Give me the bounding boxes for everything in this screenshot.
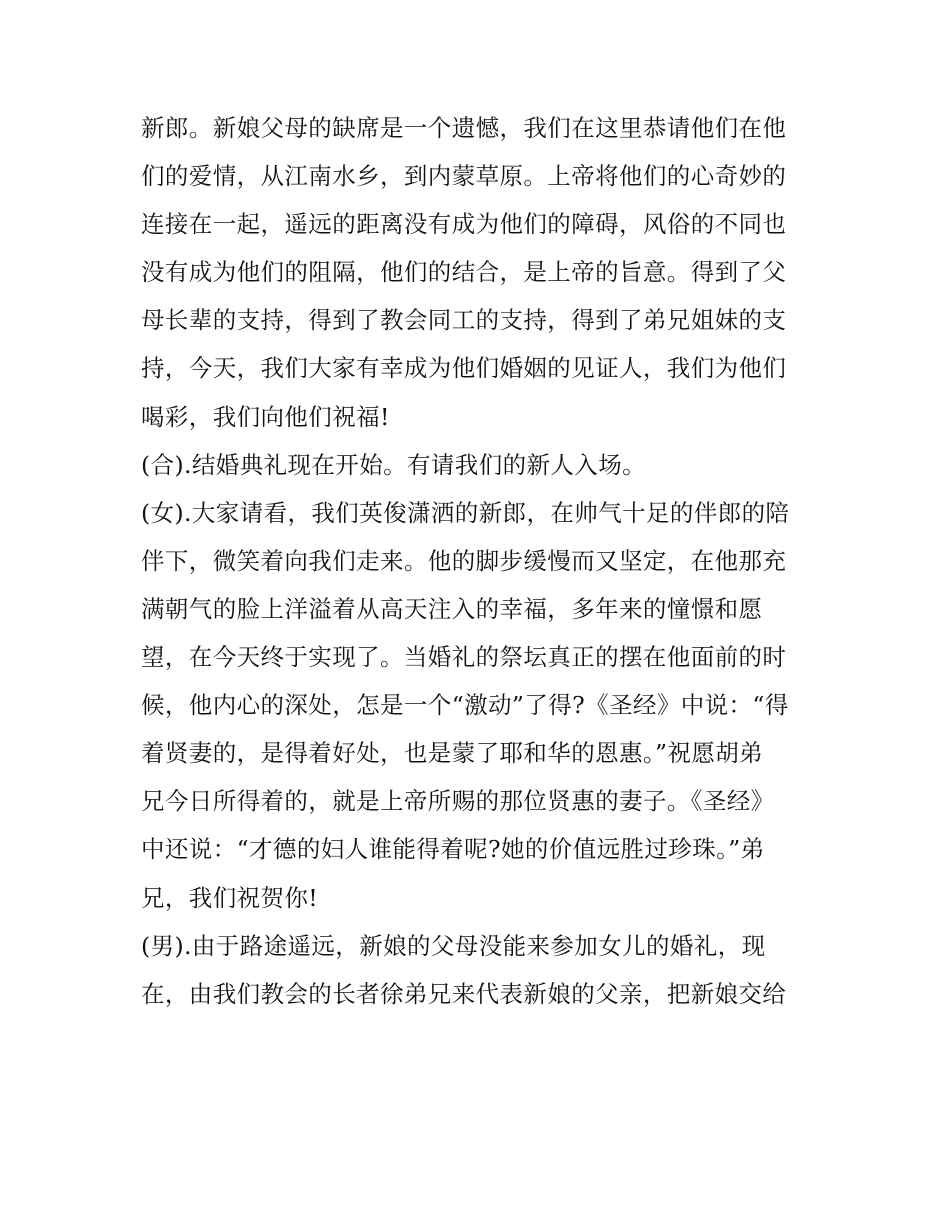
text-line: 新郎。新娘父母的缺席是一个遗憾，我们在这里恭请他们在他 <box>141 114 787 142</box>
text-line: 中还说：“才德的妇人谁能得着呢?她的价值远胜过珍珠。”弟 <box>141 835 765 864</box>
document-body <box>141 104 821 1018</box>
text-line: 喝彩，我们向他们祝福! <box>141 402 390 431</box>
text-line: 兄，我们祝贺你! <box>141 883 319 912</box>
text-line: (合).结婚典礼现在开始。有请我们的新人入场。 <box>141 450 647 479</box>
text-line: 连接在一起，遥远的距离没有成为他们的障碍，风俗的不同也 <box>141 210 787 239</box>
text-line: 满朝气的脸上洋溢着从高天注入的幸福，多年来的憧憬和愿 <box>141 594 763 623</box>
text-line: 望，在今天终于实现了。当婚礼的祭坛真正的摆在他面前的时 <box>141 643 787 672</box>
text-line: (男).由于路途遥远，新娘的父母没能来参加女儿的婚礼，现 <box>141 931 766 960</box>
text-line: 着贤妻的，是得着好处，也是蒙了耶和华的恩惠。”祝愿胡弟 <box>141 739 764 768</box>
text-line: 候，他内心的深处，怎是一个“激动”了得?《圣经》中说：“得 <box>141 691 789 720</box>
text-line: 在，由我们教会的长者徐弟兄来代表新娘的父亲，把新娘交给 <box>141 979 787 1008</box>
text-line: 伴下，微笑着向我们走来。他的脚步缓慢而又坚定，在他那充 <box>141 546 787 575</box>
text-line: (女).大家请看，我们英俊潇洒的新郎，在帅气十足的伴郎的陪 <box>141 498 790 527</box>
text-line: 母长辈的支持，得到了教会同工的支持，得到了弟兄姐妹的支 <box>141 306 787 335</box>
text-line: 没有成为他们的阻隔，他们的结合，是上帝的旨意。得到了父 <box>141 258 787 287</box>
text-line: 持，今天，我们大家有幸成为他们婚姻的见证人，我们为他们 <box>141 354 787 383</box>
text-line: 们的爱情，从江南水乡，到内蒙草原。上帝将他们的心奇妙的 <box>141 162 787 191</box>
text-line: 兄今日所得着的，就是上帝所赐的那位贤惠的妻子。《圣经》 <box>141 787 775 816</box>
